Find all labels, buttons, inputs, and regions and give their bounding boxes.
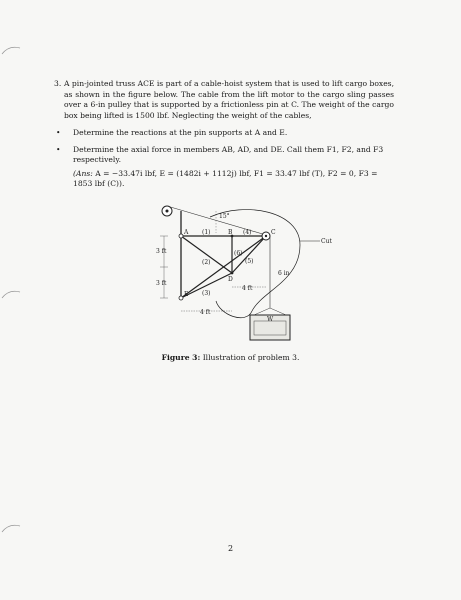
member-6-label: (6)	[234, 250, 243, 257]
problem-text: A pin-jointed truss ACE is part of a cable-hoist system that is used to lift cargo boxes, as shown in the figure below. The cable from the lift motor to the cargo sling passes over a 6-in pulley that is supported by a frictionless pin at C. The weight of the cargo box being lifted is 1500 lbf. Neglecting the weight of the cables,	[64, 79, 394, 120]
answer-block	[73, 169, 396, 190]
node-E-label: E	[184, 291, 189, 298]
dimension-4ft-upper-label: 4 ft	[242, 285, 253, 292]
node-B-label: B	[228, 229, 233, 236]
pin-E-icon	[179, 296, 183, 300]
problem-statement	[54, 79, 394, 121]
member-3-label: (3)	[202, 290, 211, 297]
punch-hole-mark	[0, 42, 22, 56]
bullet-icon: •	[56, 128, 61, 137]
motor-pulley-hub-icon	[166, 210, 169, 213]
member-1-label: (1)	[202, 229, 211, 236]
punch-hole-mark	[0, 520, 22, 534]
angle-label: 15°	[219, 213, 230, 220]
pulley-C-hub-icon	[265, 235, 267, 237]
task-text: Determine the axial force in members AB, AD, and DE. Call them F1, F2, and F3 respectively.	[73, 144, 384, 165]
member-2-label: (2)	[202, 259, 211, 266]
dimension-4ft-lower-label: 4 ft	[200, 309, 211, 316]
sling-line	[270, 308, 286, 315]
page-number: 2	[227, 544, 234, 553]
member-4-label: (4)	[243, 229, 252, 236]
pin-D-icon	[231, 272, 234, 275]
task-item	[56, 128, 396, 139]
dimension-3ft-upper-label: 3 ft	[156, 248, 167, 255]
node-D-label: D	[228, 276, 233, 283]
cut-label: Cut	[321, 238, 332, 245]
caption-text: Illustration of problem 3.	[202, 353, 300, 362]
task-item	[56, 145, 396, 190]
caption-label: Figure 3:	[161, 353, 201, 362]
task-list	[56, 128, 396, 196]
truss-diagram	[150, 203, 345, 348]
figure-caption	[0, 353, 461, 362]
sling-line	[254, 308, 270, 315]
dimension-6in-label: 6 in	[278, 270, 290, 277]
answer-prefix: (Ans:	[73, 168, 93, 178]
problem-number: 3.	[54, 79, 62, 88]
member-AD	[181, 236, 232, 273]
weight-label: W	[267, 316, 274, 323]
answer-text: A = −33.47i lbf, E = (1482i + 1112j) lbf, F1 = 33.47 lbf (T), F2 = 0, F3 = 1853 lbf (C)).	[73, 168, 378, 189]
punch-hole-mark	[0, 286, 22, 300]
dimension-3ft-lower-label: 3 ft	[156, 280, 167, 287]
node-C-label: C	[271, 229, 276, 236]
node-A-label: A	[184, 229, 189, 236]
member-5-label: (5)	[245, 258, 254, 265]
free-body-cut-curve	[210, 210, 300, 318]
truss-figure	[150, 203, 345, 348]
bullet-icon: •	[56, 144, 61, 154]
task-text: Determine the reactions at the pin supports at A and E.	[73, 128, 288, 137]
pin-A-icon	[179, 234, 183, 238]
